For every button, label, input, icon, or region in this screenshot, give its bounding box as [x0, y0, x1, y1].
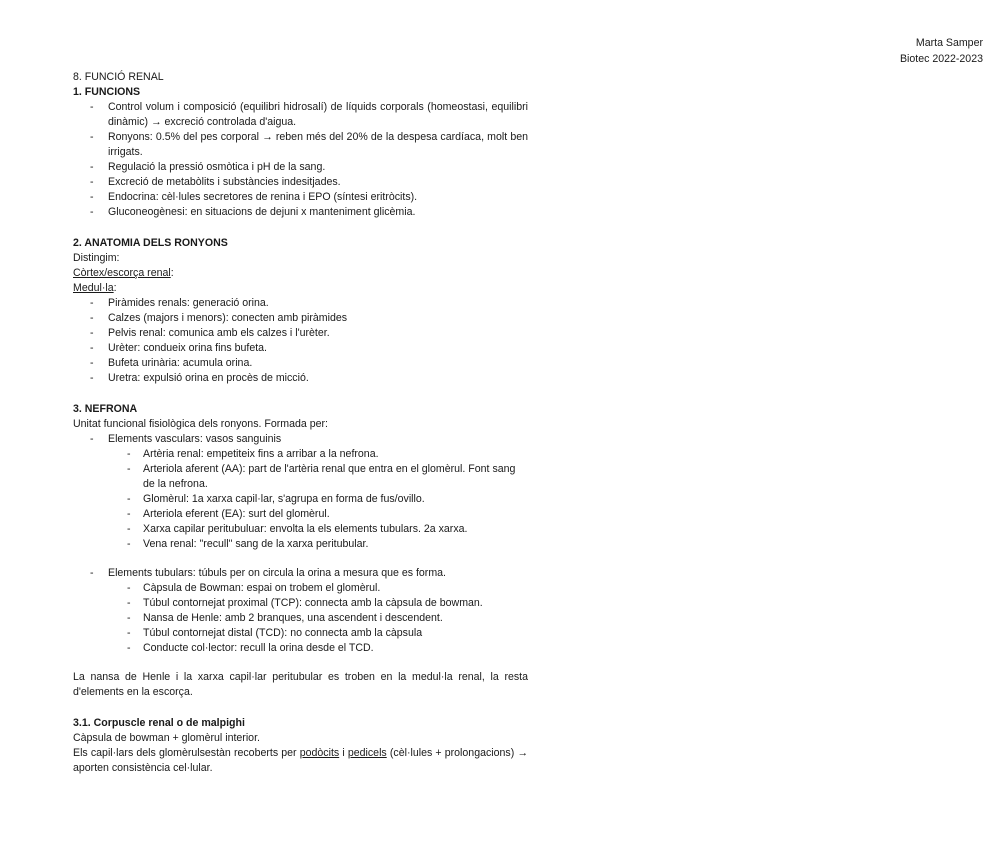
- list-item: - Bufeta urinària: acumula orina.: [90, 357, 253, 369]
- list-item: - Túbul contornejat distal (TCD): no connecta amb la càpsula: [127, 627, 423, 639]
- pedicels-term: pedicels: [347, 747, 387, 759]
- list-item: - Nansa de Henle: amb 2 branques, una ascendent i descendent.: [127, 612, 443, 624]
- document-content: [73, 70, 528, 776]
- course-label: Biotec 2022-2023: [899, 52, 983, 65]
- list-item: - Endocrina: cèl·lules secretores de renina i EPO (síntesi eritròcits).: [90, 191, 418, 203]
- list-item: - Gluconeogènesi: en situacions de dejuni x manteniment glicèmia.: [90, 206, 416, 218]
- list-item: - Càpsula de Bowman: espai on trobem el glomèrul.: [127, 582, 381, 594]
- list-item: - Control volum i composició (equilibri hidrosalí) de líquids corporals (homeostasi, equilibri dinàmic) → excreció controlada d'aigua.: [90, 101, 528, 128]
- list-item: - Piràmides renals: generació orina.: [90, 297, 269, 309]
- list-item: - Elements vasculars: vasos sanguinis - Artèria renal: empetiteix fins a arribar a la nefrona. - Arteriola aferent (AA): part de l'artèria renal que entra en el glomèrul. Font sang de la nefrona. - Glomèrul: 1a xarxa capil·lar, s'agrupa en forma de fus/ovillo. - Arteriola eferent (EA): surt del glomèrul. - Xarxa capilar peritubuluar: envolta la els elements tubulars. 2a xarxa. - Vena renal: "recull" sang de la xarxa peritubular.: [73, 432, 528, 552]
- list-item: - Elements tubulars: túbuls per on circula la orina a mesura que es forma. - Càpsula de Bowman: espai on trobem el glomèrul. - Túbul contornejat proximal (TCP): connecta amb la càpsula de bowman. - Nansa de Henle: amb 2 branques, una ascendent i descendent. - Túbul contornejat distal (TCD): no connecta amb la càpsula - Conducte col·lector: recull la orina desde el TCD.: [73, 566, 528, 656]
- list-item: - Artèria renal: empetiteix fins a arribar a la nefrona.: [127, 448, 379, 460]
- list-item: - Arteriola eferent (EA): surt del glomèrul.: [127, 508, 330, 520]
- section-heading-nefrona: 3. NEFRONA: [73, 403, 138, 415]
- author-block: [528, 36, 983, 67]
- list-item: - Túbul contornejat proximal (TCP): connecta amb la càpsula de bowman.: [127, 597, 483, 609]
- nefrona-intro: Unitat funcional fisiològica dels ronyons. Formada per:: [73, 418, 328, 430]
- vascular-list: [73, 447, 528, 552]
- list-item: - Calzes (majors i menors): conecten amb piràmides: [90, 312, 348, 324]
- list-item: - Excreció de metabòlits i substàncies indesitjades.: [90, 176, 341, 188]
- list-item: - Vena renal: "recull" sang de la xarxa peritubular.: [127, 538, 369, 550]
- chapter-title: 8. FUNCIÓ RENAL: [73, 71, 164, 83]
- corpuscle-line1: Càpsula de bowman + glomèrul interior.: [73, 732, 260, 744]
- list-item: - Conducte col·lector: recull la orina desde el TCD.: [127, 642, 374, 654]
- anatomia-intro: Distingim:: [73, 252, 120, 264]
- list-item: - Pelvis renal: comunica amb els calzes i l'urèter.: [90, 327, 330, 339]
- subsection-heading-corpuscle: 3.1. Corpuscle renal o de malpighi: [73, 717, 245, 729]
- list-item: - Arteriola aferent (AA): part de l'artèria renal que entra en el glomèrul. Font sang de la nefrona.: [127, 463, 516, 490]
- list-item: - Uretra: expulsió orina en procès de micció.: [90, 372, 309, 384]
- corpuscle-paragraph: Els capil·lars dels glomèrulsestàn recoberts per podòcits i pedicels (cèl·lules + prolongacions) → aporten consistència cel·lular.: [73, 747, 528, 774]
- podocits-term: podòcits: [299, 747, 340, 759]
- list-item: - Ronyons: 0.5% del pes corporal → reben més del 20% de la despesa cardíaca, molt ben irrigats.: [90, 131, 528, 158]
- list-item: - Xarxa capilar peritubuluar: envolta la els elements tubulars. 2a xarxa.: [127, 523, 468, 535]
- section-heading-funcions: 1. FUNCIONS: [73, 86, 141, 98]
- anatomia-list: [73, 296, 528, 386]
- nefrona-closing: La nansa de Henle i la xarxa capil·lar peritubular es troben en la medul·la renal, la resta d'elements en la escorça.: [73, 671, 528, 698]
- funcions-list: [73, 100, 528, 220]
- list-item: - Urèter: condueix orina fins bufeta.: [90, 342, 267, 354]
- section-heading-anatomia: 2. ANATOMIA DELS RONYONS: [73, 237, 228, 249]
- nefrona-list: [73, 432, 528, 656]
- list-item: - Regulació la pressió osmòtica i pH de la sang.: [90, 161, 326, 173]
- cortex-label: Còrtex/escorça renal:: [73, 267, 174, 279]
- author-name: Marta Samper: [915, 37, 983, 49]
- tubular-list: [73, 581, 528, 656]
- medul-label: Medul·la:: [73, 282, 117, 294]
- list-item: - Glomèrul: 1a xarxa capil·lar, s'agrupa en forma de fus/ovillo.: [127, 493, 425, 505]
